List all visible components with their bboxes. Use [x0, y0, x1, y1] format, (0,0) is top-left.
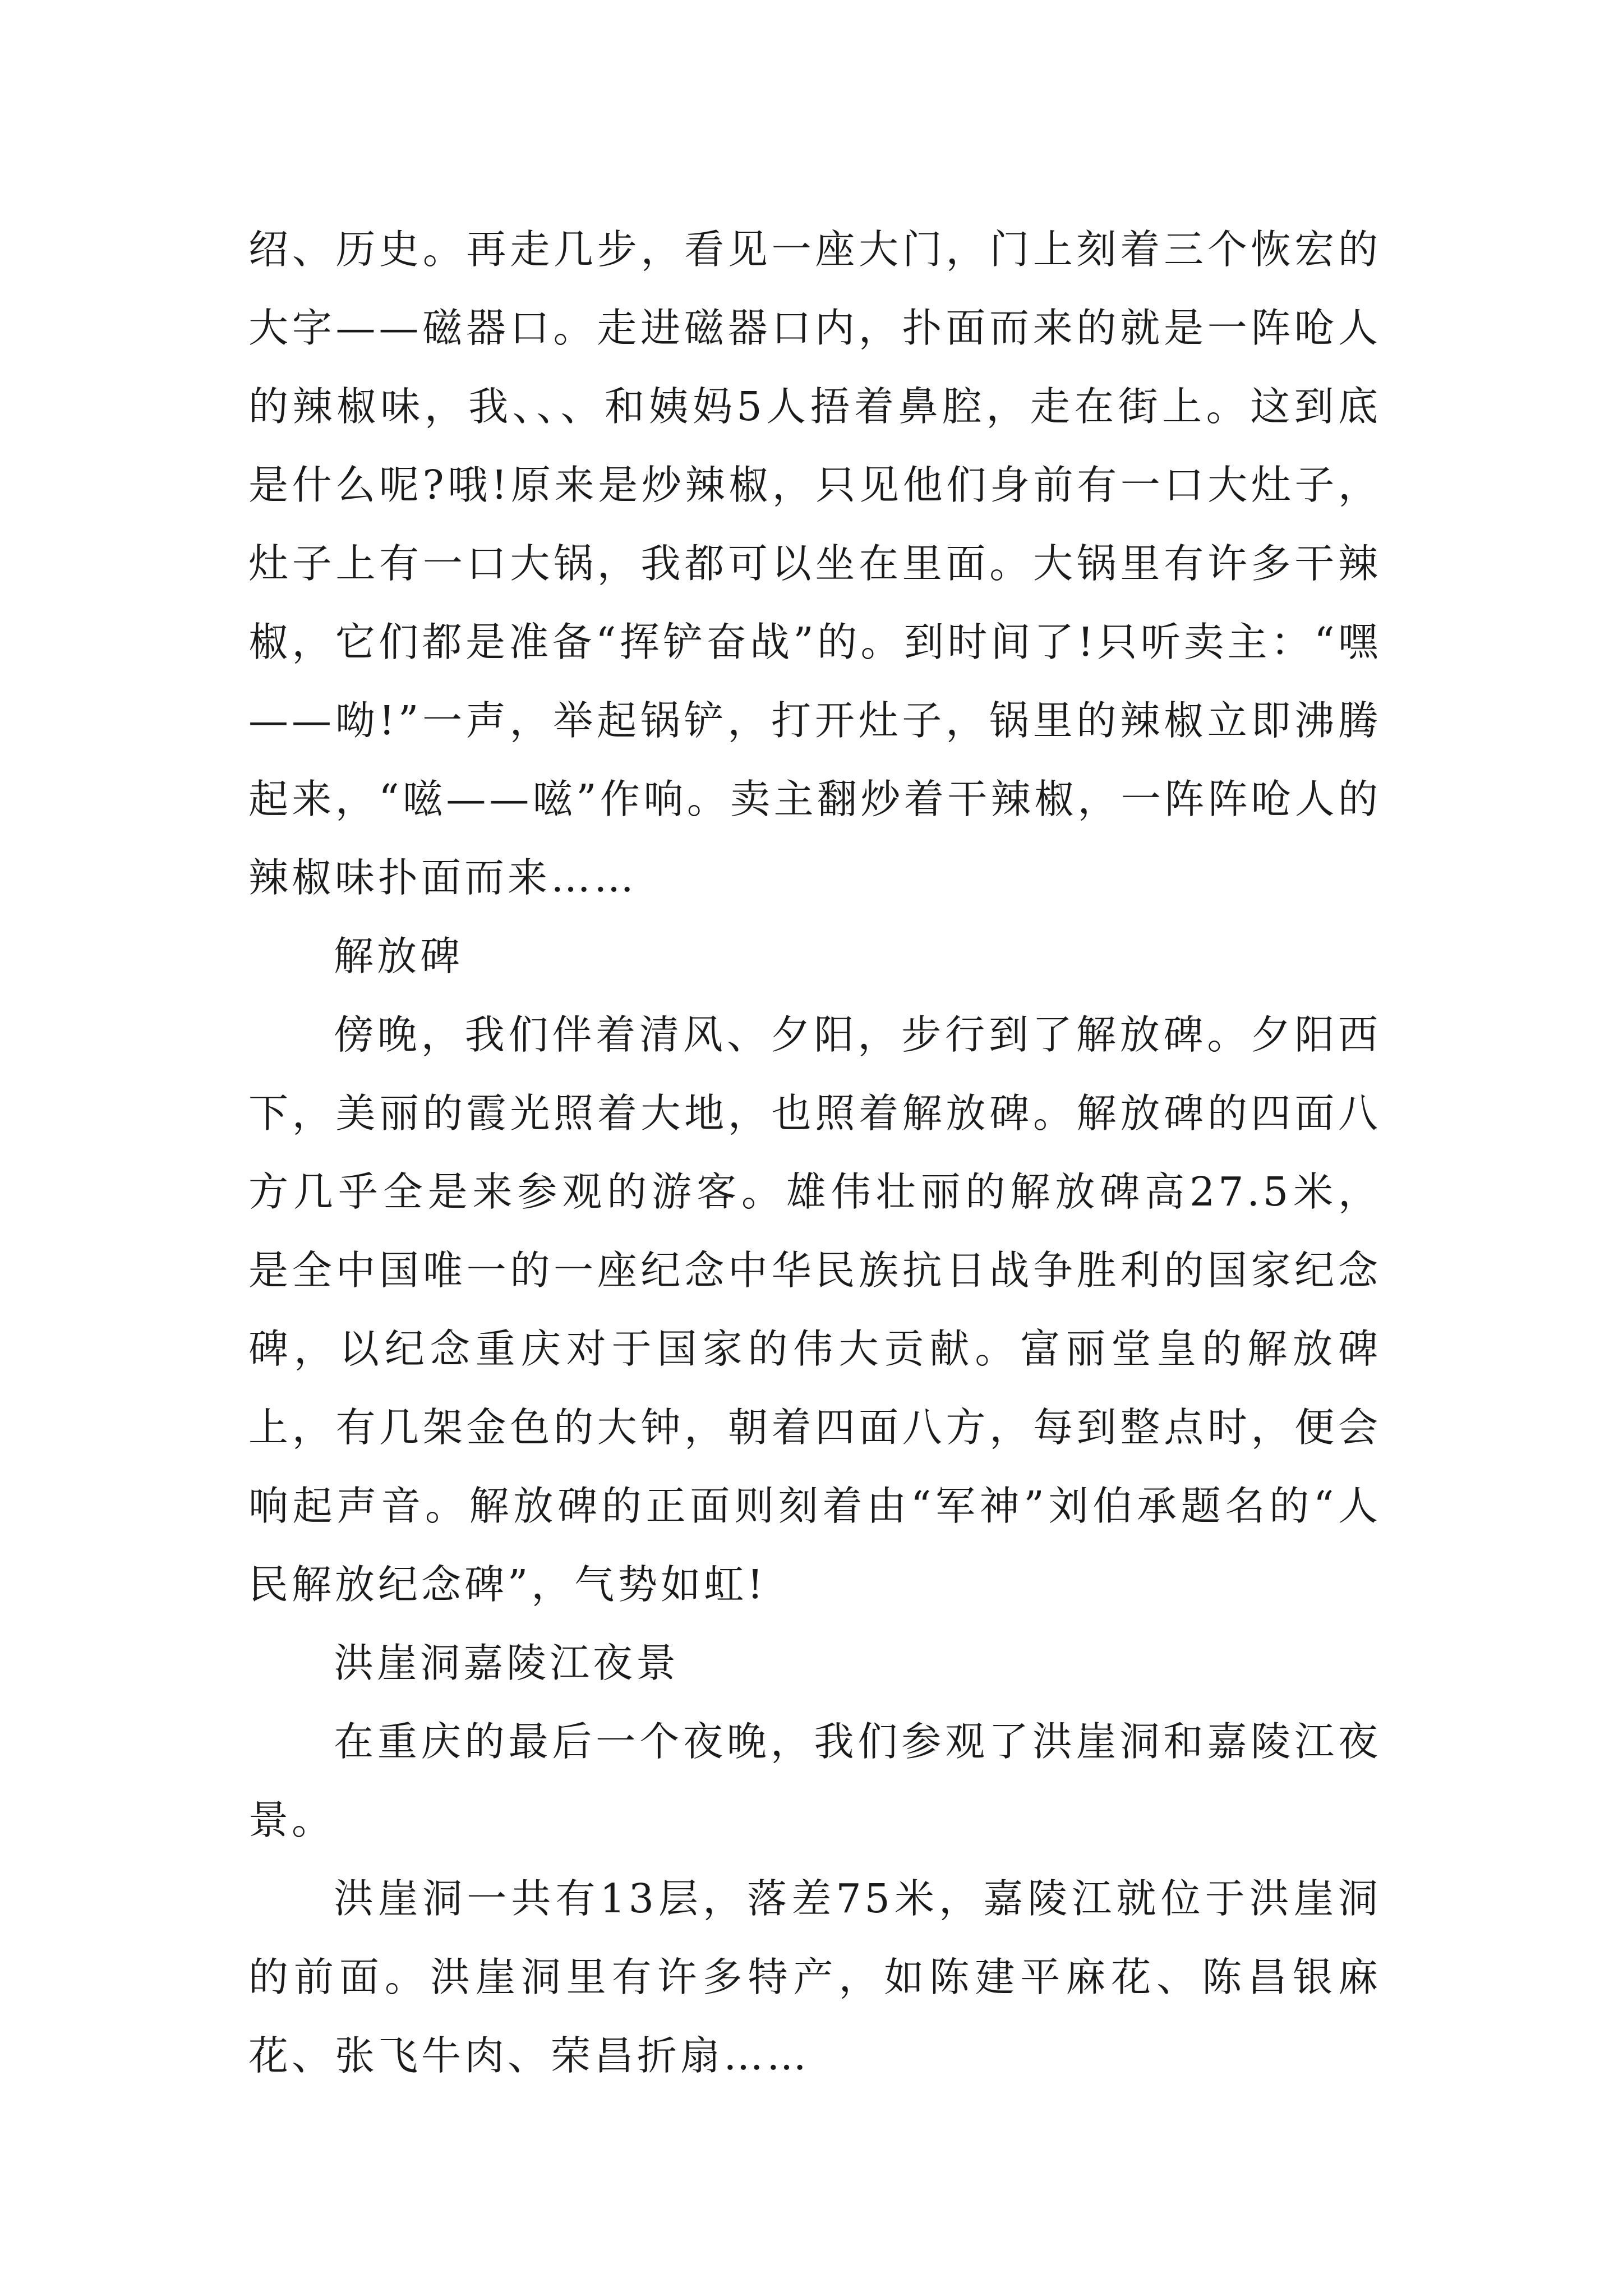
- document-body: [248, 210, 1381, 2095]
- paragraph-hongyadong: 洪崖洞一共有13层，落差75米，嘉陵江就位于洪崖洞的前面。洪崖洞里有许多特产，如陈建平麻花、陈昌银麻花、张飞牛肉、荣昌折扇……: [248, 1875, 1381, 2079]
- paragraph-last-night: 在重庆的最后一个夜晚，我们参观了洪崖洞和嘉陵江夜景。: [248, 1718, 1381, 1843]
- paragraph-jiefangbei: 傍晚，我们伴着清风、夕阳，步行到了解放碑。夕阳西下，美丽的霞光照着大地，也照着解放碑。解放碑的四面八方几乎全是来参观的游客。雄伟壮丽的解放碑高27.5米，是全中国唯一的一座纪念中华民族抗日战争胜利的国家纪念碑，以纪念重庆对于国家的伟大贡献。富丽堂皇的解放碑上，有几架金色的大钟，朝着四面八方，每到整点时，便会响起声音。解放碑的正面则刻着由“军神”刘伯承题名的“人民解放纪念碑”，气势如虹!: [248, 1011, 1381, 1608]
- section-heading-jiefangbei: 解放碑: [334, 933, 464, 979]
- paragraph-ciqikou: 绍、历史。再走几步，看见一座大门，门上刻着三个恢宏的大字——磁器口。走进磁器口内，扑面而来的就是一阵呛人的辣椒味，我、、、和姨妈5人捂着鼻腔，走在街上。这到底是什么呢?哦!原来是炒辣椒，只见他们身前有一口大灶子，灶子上有一口大锅，我都可以坐在里面。大锅里有许多干辣椒，它们都是准备“挥铲奋战”的。到时间了!只听卖主：“嘿——呦!”一声，举起锅铲，打开灶子，锅里的辣椒立即沸腾起来，“嗞——嗞”作响。卖主翻炒着干辣椒，一阵阵呛人的辣椒味扑面而来……: [248, 226, 1381, 901]
- section-heading-hongyadong: 洪崖洞嘉陵江夜景: [334, 1640, 680, 1686]
